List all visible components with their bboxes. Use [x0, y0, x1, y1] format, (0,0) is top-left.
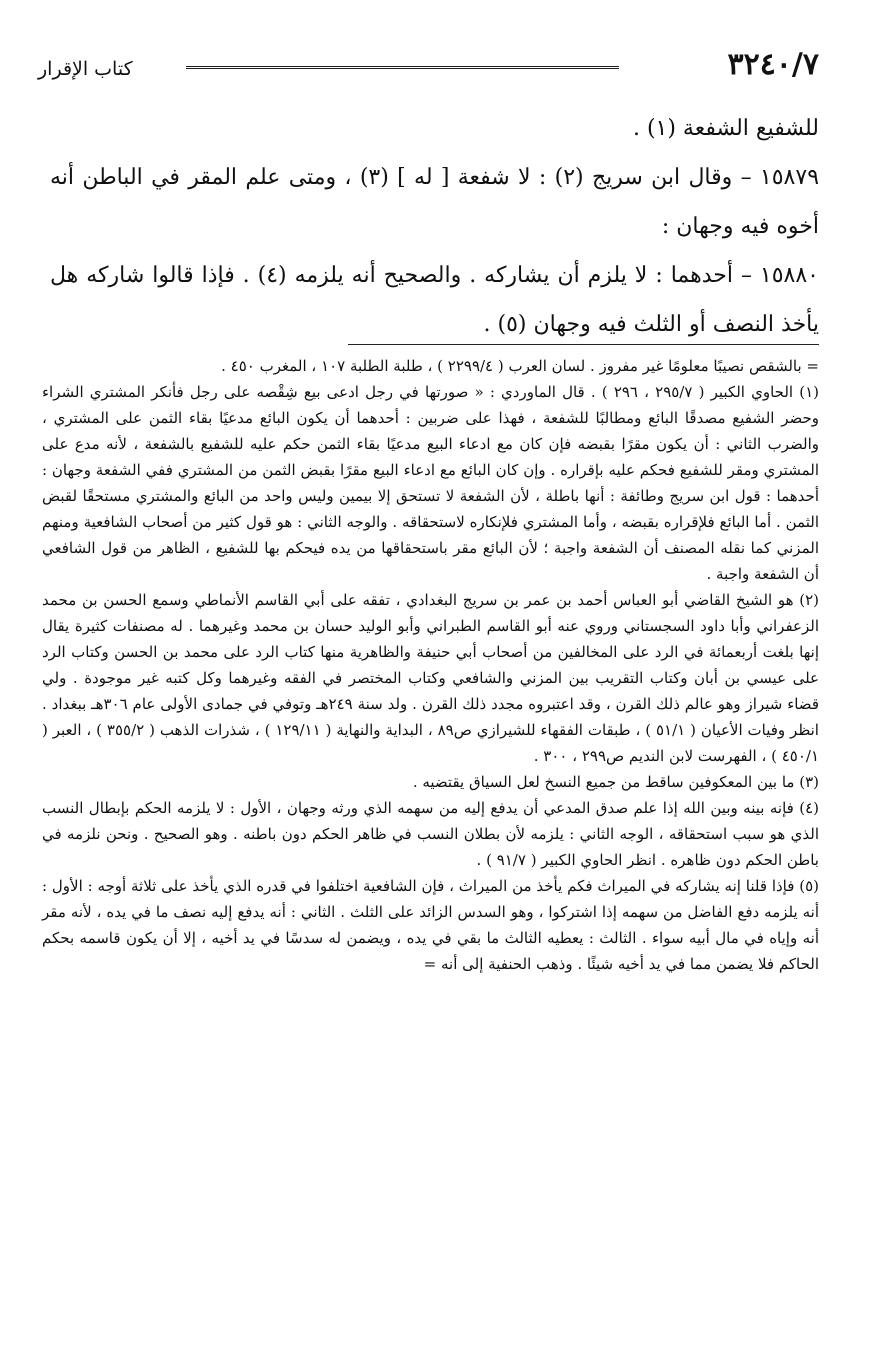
- book-title: كتاب الإقرار: [38, 58, 133, 80]
- header-rule: [186, 66, 619, 72]
- footnotes: [42, 353, 819, 977]
- footnote: (٣) ما بين المعكوفين ساقط من جميع النسخ لعل السياق يقتضيه .: [412, 773, 819, 791]
- page-number: ٣٢٤٠/٧: [727, 47, 819, 82]
- footnote: (٢) هو الشيخ القاضي أبو العباس أحمد بن عمر بن سريج البغدادي ، تفقه على أبي القاسم الأنماطي وسمع الحسن بن محمد الزعفراني وأبا داود السجستاني وروي عنه أبو القاسم الطبراني وأبو الوليد حسان بن محمد وغيرهما . له مصنفات كثيرة يقال إنها بلغت أربعمائة في الرد على المخالفين من أصحاب أبي حنيفة والظاهرية منها كتاب الرد على محمد بن الحسن وكتاب الرد على عيسي بن أبان وكتاب التقريب بين المزني والشافعي وكتاب المختصر في الفقه وغيرهما وكل كتبه غير موجودة . ولي قضاء شيراز وهو عالم ذلك القرن ، وقد اعتبروه مجدد ذلك القرن . ولد سنة ٢٤٩هـ وتوفي في جمادى الأولى عام ٣٠٦هـ ببغداد . انظر وفيات الأعيان ( ٥١/١ ) ، طبقات الفقهاء للشيرازي ص٨٩ ، البداية والنهاية ( ١٢٩/١١ ) ، شذرات الذهب ( ٣٥٥/٢ ) ، العبر ( ٤٥٠/١ ) ، الفهرست لابن النديم ص٢٩٩ ، ٣٠٠ .: [42, 591, 819, 765]
- main-paragraph: ١٥٨٨٠ – أحدهما : لا يلزم أن يشاركه . والصحيح أنه يلزمه (٤) . فإذا قالوا شاركه هل يأخذ النصف أو الثلث فيه وجهان (٥) .: [50, 263, 819, 337]
- footnote-separator: [348, 344, 819, 345]
- footnote: (١) الحاوي الكبير ( ٢٩٥/٧ ، ٢٩٦ ) . قال الماوردي : « صورتها في رجل ادعى بيع شِقْصه على رجل فأنكر المشتري الشراء وحضر الشفيع مصدقًا البائع ومطالبًا للشفعة ، فهذا على ضربين : أحدهما أن يكون البائع مدعيًا بقاء الثمن على المشتري ، والضرب الثاني : أن يكون مقرًا بقبضه فإن كان مع ادعاء البيع مدعيًا بقاء الثمن حكم عليه للشفيع بالشفعة ، لأنه مدع على المشتري ومقر للشفيع فحكم عليه بإقراره . وإن كان البائع مع ادعاء البيع مقرًا بقبض الثمن من المشتري ففي الشفعة وجهان : أحدهما : قول ابن سريج وطائفة : أنها باطلة ، لأن الشفعة لا تستحق إلا بيمين وليس واحد من البائع والمشتري مستحقًا لقبض الثمن . أما البائع فلإقراره بقبضه ، وأما المشتري فلإنكاره لاستحقاقه . والوجه الثاني : هو قول كثير من أصحاب الشافعية ومنهم المزني كما نقله المصنف أن الشفعة واجبة ؛ لأن البائع مقر باستحقاقها من يده فيحكم بها للشفيع ، الظاهر من قول الشافعي أن الشفعة واجبة .: [42, 383, 819, 583]
- main-text: [50, 104, 819, 349]
- footnote: (٤) فإنه بينه وبين الله إذا علم صدق المدعي أن يدفع إليه من سهمه الذي ورثه وجهان ، الأول : لا يلزمه الحكم بإبطال النسب الذي هو سبب استحقاقه ، الوجه الثاني : يلزمه لأن بطلان النسب في ظاهر الحكم دون باطنه . وهو الصحيح . ونحن نلزمه في باطن الحكم دون ظاهره . انظر الحاوي الكبير ( ٩١/٧ ) .: [42, 799, 819, 869]
- main-paragraph: للشفيع الشفعة (١) .: [632, 116, 819, 141]
- page-header: [38, 44, 819, 84]
- footnote: (٥) فإذا قلنا إنه يشاركه في الميراث فكم يأخذ من الميراث ، فإن الشافعية اختلفوا في قدره الذي يأخذ على ثلاثة أوجه : الأول : أنه يلزمه دفع الفاضل من سهمه إذا اشتركوا ، وهو السدس الزائد على الثلث . الثاني : أنه يدفع إليه نصف ما في يده ، لأنه مقر أنه وإياه في مال أبيه سواء . الثالث : يعطيه الثالث ما بقي في يده ، ويضمن له سدسًا في يد أخيه ، إلا أن يكون قاسمه بحكم الحاكم فلا يضمن مما في يد أخيه شيئًا . وذهب الحنفية إلى أنه =: [42, 877, 819, 973]
- main-paragraph: ١٥٨٧٩ – وقال ابن سريج (٢) : لا شفعة [ له ] (٣) ، ومتى علم المقر في الباطن أنه أخوه فيه وجهان :: [50, 165, 820, 239]
- footnote: = بالشقص نصيبًا معلومًا غير مفروز . لسان العرب ( ٢٢٩٩/٤ ) ، طلبة الطلبة ١٠٧ ، المغرب ٤٥٠ .: [221, 357, 819, 375]
